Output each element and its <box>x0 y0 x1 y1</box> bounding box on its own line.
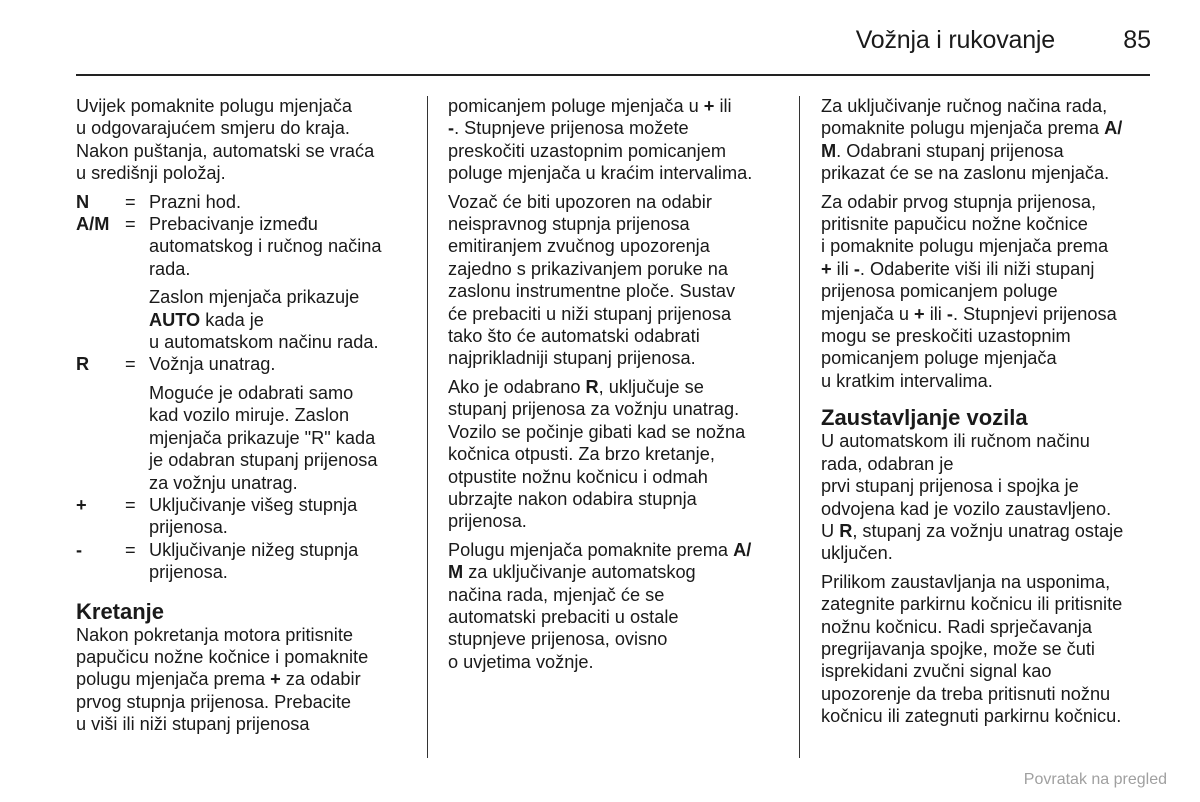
definition-term: R <box>76 354 90 375</box>
text-line: prijenosa. <box>149 562 228 583</box>
text-line <box>448 539 788 561</box>
text-line: načina rada, mjenjač će se <box>448 584 665 605</box>
text-line: o uvjetima vožnje. <box>448 651 594 672</box>
text-line: za vožnju unatrag. <box>149 472 298 493</box>
definition-equals: = <box>125 354 136 375</box>
text-line: prijenosa. <box>149 517 228 538</box>
definition-minus <box>76 539 416 584</box>
text-line: Nakon puštanja, automatski se vraća <box>76 140 375 161</box>
text-fragment: . Stupnjeve prijenosa možete <box>454 118 689 139</box>
text-line: najprikladniji stupanj prijenosa. <box>448 348 696 369</box>
text-line: uključen. <box>821 543 893 564</box>
text-line <box>821 117 1151 139</box>
text-line: upozorenje da treba pritisnuti nožnu <box>821 683 1111 704</box>
text-line: prvog stupnja prijenosa. Prebacite <box>76 691 351 712</box>
text-fragment: polugu mjenjača prema <box>76 669 271 690</box>
gear-am-label: M <box>821 140 837 161</box>
text-line: Uključivanje nižeg stupnja <box>149 539 359 560</box>
text-line: prikazat će se na zaslonu mjenjača. <box>821 163 1110 184</box>
text-fragment: ili <box>924 303 947 324</box>
header-divider <box>76 74 1150 76</box>
text-fragment: ili <box>714 96 732 116</box>
definition-text <box>149 213 416 280</box>
text-line: kočnica otpusti. Za brzo kretanje, <box>448 444 715 465</box>
text-line: mogu se preskočiti uzastopnim <box>821 326 1071 347</box>
plus-symbol: + <box>914 303 925 324</box>
text-line: poluge mjenjača u kraćim intervalima. <box>448 163 753 184</box>
text-line <box>448 95 788 117</box>
text-line: odvojena kad je vozilo zaustavljeno. <box>821 498 1112 519</box>
text-line <box>448 117 788 139</box>
column-3 <box>821 95 1151 734</box>
section-heading-zaustavljanje: Zaustavljanje vozila <box>821 405 1028 431</box>
column-divider-2 <box>799 96 800 758</box>
text-line: u središnji položaj. <box>76 163 226 184</box>
r-note <box>149 382 416 494</box>
text-line: Vozilo se počinje gibati kad se nožna <box>448 421 746 442</box>
intro-paragraph <box>76 95 416 185</box>
paragraph <box>448 191 788 370</box>
column-divider-1 <box>427 96 428 758</box>
text-line: pregrijavanja spojke, može se čuti <box>821 638 1095 659</box>
text-fragment: za uključivanje automatskog <box>463 562 696 583</box>
minus-symbol: - <box>946 303 953 324</box>
text-line <box>821 258 1151 280</box>
text-line: kočnicu ili zategnuti parkirnu kočnicu. <box>821 706 1122 727</box>
definition-equals: = <box>125 214 136 235</box>
definition-equals: = <box>125 539 136 560</box>
text-fragment: . Stupnjevi prijenosa <box>952 303 1117 324</box>
plus-symbol: + <box>703 96 715 116</box>
text-fragment: pomicanjem poluge mjenjača u <box>448 96 704 116</box>
text-line: Nakon pokretanja motora pritisnite <box>76 624 353 645</box>
text-line: u odgovarajućem smjeru do kraja. <box>76 118 350 139</box>
text-line: automatski prebaciti u ostale <box>448 606 679 627</box>
paragraph <box>448 539 788 673</box>
text-line: prijenosa. <box>448 511 527 532</box>
definition-text <box>149 494 416 539</box>
text-line: otpustite nožnu kočnicu i odmah <box>448 466 708 487</box>
definition-text <box>149 191 416 213</box>
text-fragment: , uključuje se <box>598 376 704 397</box>
definition-equals: = <box>125 191 136 212</box>
text-fragment: U <box>821 520 840 541</box>
auto-label: AUTO <box>149 309 201 330</box>
text-line: Zaslon mjenjača prikazuje <box>149 287 360 308</box>
text-line <box>448 561 788 583</box>
text-line: neispravnog stupnja prijenosa <box>448 214 690 235</box>
column-1 <box>76 95 416 742</box>
text-line: Za odabir prvog stupnja prijenosa, <box>821 191 1096 212</box>
text-fragment: . Odabrani stupanj prijenosa <box>836 140 1064 161</box>
text-line: pritisnite papučicu nožne kočnice <box>821 214 1088 235</box>
text-line: Vožnja unatrag. <box>149 354 276 375</box>
text-fragment: za odabir <box>280 669 361 690</box>
text-line: i pomaknite polugu mjenjača prema <box>821 236 1109 257</box>
gear-r-label: R <box>585 376 599 397</box>
text-line: preskočiti uzastopnim pomicanjem <box>448 140 726 161</box>
text-fragment: ili <box>831 258 854 279</box>
text-fragment: . Odaberite viši ili niži stupanj <box>859 258 1095 279</box>
plus-symbol: + <box>270 669 281 690</box>
text-line: Uključivanje višeg stupnja <box>149 494 358 515</box>
definition-text <box>149 353 416 375</box>
text-line: tako što će automatski odabrati <box>448 326 700 347</box>
kretanje-paragraph <box>76 624 416 736</box>
paragraph <box>821 430 1151 564</box>
text-fragment: kada je <box>200 309 264 330</box>
definition-n <box>76 191 416 213</box>
text-line: prijenosa pomicanjem poluge <box>821 281 1058 302</box>
text-line: Prebacivanje između <box>149 214 318 235</box>
gear-r-label: R <box>839 520 853 541</box>
text-line: zajedno s prikazivanjem poruke na <box>448 258 729 279</box>
text-line: mjenjača prikazuje "R" kada <box>149 427 376 448</box>
gear-definitions <box>76 191 416 584</box>
definition-term: - <box>76 539 83 560</box>
text-fragment: Polugu mjenjača pomaknite prema <box>448 539 734 560</box>
text-line: emitiranjem zvučnog upozorenja <box>448 236 710 257</box>
definition-text <box>149 539 416 584</box>
definition-term: N <box>76 191 90 212</box>
text-line: rada. <box>149 258 191 279</box>
text-line: kad vozilo miruje. Zaslon <box>149 405 350 426</box>
section-heading-kretanje: Kretanje <box>76 598 165 624</box>
text-line: nožnu kočnicu. Radi sprječavanja <box>821 616 1092 637</box>
text-line <box>149 309 416 331</box>
text-fragment: pomaknite polugu mjenjača prema <box>821 118 1105 139</box>
text-line: stupanj prijenosa za vožnju unatrag. <box>448 399 740 420</box>
text-line: ubrzajte nakon odabira stupnja <box>448 488 697 509</box>
text-fragment: mjenjača u <box>821 303 915 324</box>
text-line: je odabran stupanj prijenosa <box>149 450 378 471</box>
gear-am-label: M <box>448 562 464 583</box>
paragraph <box>448 376 788 533</box>
text-line: Za uključivanje ručnog načina rada, <box>821 96 1108 116</box>
text-line <box>76 668 416 690</box>
definition-term: + <box>76 494 87 515</box>
gear-am-label: A/ <box>1104 118 1123 139</box>
text-line: Vozač će biti upozoren na odabir <box>448 191 712 212</box>
am-note <box>149 286 416 353</box>
text-line: u automatskom načinu rada. <box>149 332 379 353</box>
paragraph <box>821 95 1151 185</box>
paragraph <box>448 95 788 185</box>
minus-symbol: - <box>853 258 860 279</box>
text-line: stupnjeve prijenosa, ovisno <box>448 629 668 650</box>
text-line: Prazni hod. <box>149 191 242 212</box>
text-line: papučicu nožne kočnice i pomaknite <box>76 646 369 667</box>
plus-symbol: + <box>821 258 832 279</box>
page-number: 85 <box>1123 26 1151 54</box>
text-line: rada, odabran je <box>821 453 954 474</box>
text-line: Uvijek pomaknite polugu mjenjača <box>76 96 352 116</box>
text-line: Moguće je odabrati samo <box>149 382 354 403</box>
text-line: isprekidani zvučni signal kao <box>821 661 1052 682</box>
page-title: Vožnja i rukovanje <box>855 26 1055 54</box>
paragraph <box>821 191 1151 393</box>
text-line: prvi stupanj prijenosa i spojka je <box>821 476 1079 497</box>
text-line <box>821 303 1151 325</box>
gear-am-label: A/ <box>733 539 752 560</box>
text-line: će prebaciti u niži stupanj prijenosa <box>448 303 732 324</box>
text-line: zategnite parkirnu kočnicu ili pritisnite <box>821 594 1123 615</box>
text-line <box>448 376 788 398</box>
text-line: u kratkim intervalima. <box>821 370 993 391</box>
text-line: U automatskom ili ručnom načinu <box>821 431 1090 452</box>
definition-r <box>76 353 416 375</box>
text-line: pomicanjem poluge mjenjača <box>821 348 1057 369</box>
text-line: automatskog i ručnog načina <box>149 236 382 257</box>
paragraph <box>821 571 1151 728</box>
text-line: u viši ili niži stupanj prijenosa <box>76 714 310 735</box>
text-line <box>821 520 1151 542</box>
definition-plus <box>76 494 416 539</box>
text-line: zaslonu instrumentne ploče. Sustav <box>448 281 736 302</box>
text-line: Prilikom zaustavljanja na usponima, <box>821 571 1111 592</box>
text-fragment: , stupanj za vožnju unatrag ostaje <box>852 520 1124 541</box>
definition-am <box>76 213 416 280</box>
back-to-overview-link[interactable]: Povratak na pregled <box>1023 771 1167 788</box>
definition-equals: = <box>125 494 136 515</box>
column-2 <box>448 95 788 679</box>
text-line <box>821 140 1151 162</box>
text-fragment: Ako je odabrano <box>448 376 586 397</box>
definition-term: A/M <box>76 214 110 235</box>
minus-symbol: - <box>448 118 455 139</box>
